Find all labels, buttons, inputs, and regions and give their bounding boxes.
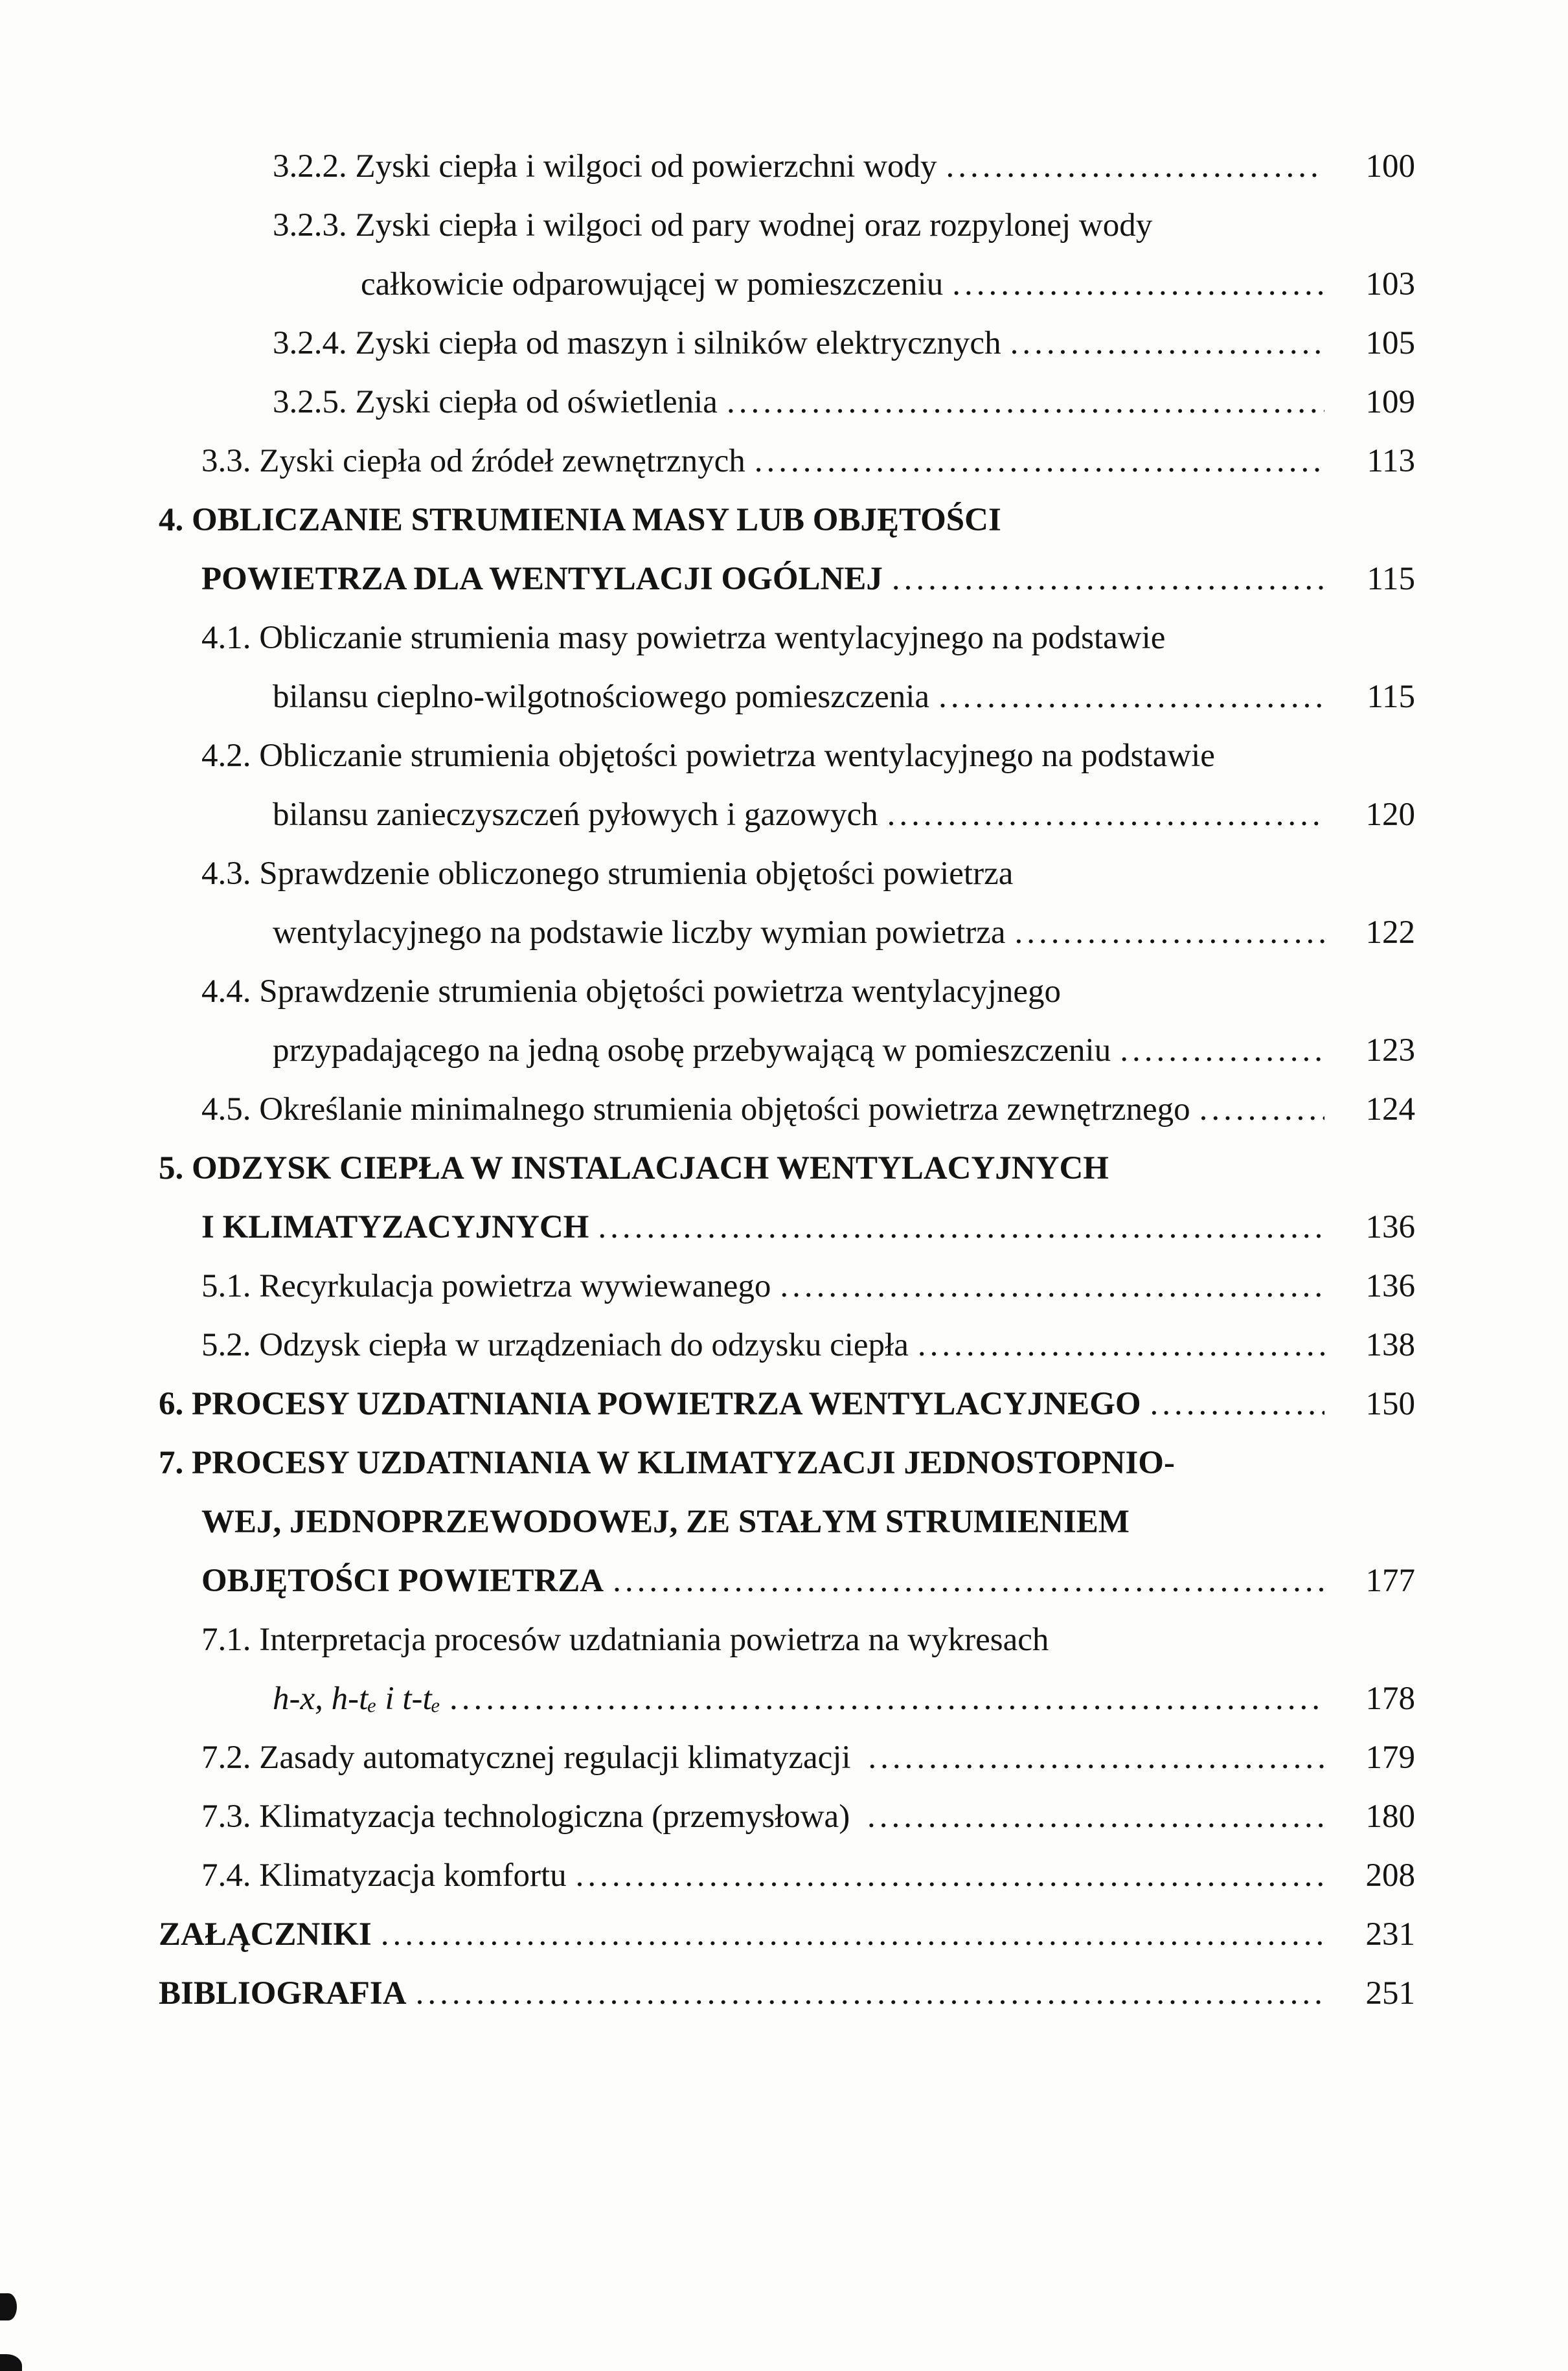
toc-line <box>159 432 1415 491</box>
dotted-leader <box>887 786 1324 845</box>
toc-line <box>159 137 1415 196</box>
toc-entry-title: WEJ, JEDNOPRZEWODOWEJ, ZE STAŁYM STRUMIENIEM <box>201 1504 1130 1540</box>
toc-entry-title: 4. OBLICZANIE STRUMIENIA MASY LUB OBJĘTOŚCI <box>159 502 1001 538</box>
dotted-leader <box>946 137 1324 196</box>
toc-line <box>159 1729 1415 1787</box>
toc-line <box>159 786 1415 845</box>
toc-page-number: 109 <box>1365 384 1415 420</box>
dotted-leader <box>1199 1080 1324 1139</box>
dotted-leader <box>576 1846 1324 1905</box>
dotted-leader <box>892 550 1324 609</box>
toc-entry-title: 3.2.3. Zyski ciepła i wilgoci od pary wodnej oraz rozpylonej wody <box>273 207 1153 244</box>
toc-line <box>159 373 1415 432</box>
toc-entry <box>159 1729 1415 1787</box>
toc-entry-title: przypadającego na jedną osobę przebywającą w pomieszczeniu <box>273 1032 1111 1069</box>
toc-page-number: 105 <box>1365 325 1415 361</box>
toc-page-number: 103 <box>1365 266 1415 302</box>
toc-entry <box>159 1139 1415 1257</box>
toc-line <box>159 255 1415 314</box>
toc-page-number: 136 <box>1365 1209 1415 1245</box>
toc-line <box>159 1316 1415 1375</box>
toc-entry <box>159 962 1415 1080</box>
toc-entry <box>159 314 1415 373</box>
toc-line <box>159 1198 1415 1257</box>
toc-entry-title: POWIETRZA DLA WENTYLACJI OGÓLNEJ <box>201 561 883 597</box>
toc-page-number: 150 <box>1365 1386 1415 1422</box>
dotted-leader <box>1015 903 1324 962</box>
toc-entry-title: 7.3. Klimatyzacja technologiczna (przemysłowa) <box>201 1798 858 1835</box>
toc-line <box>159 1493 1415 1552</box>
toc-line <box>159 903 1415 962</box>
toc-page-number: 115 <box>1367 561 1415 597</box>
toc-entry <box>159 1316 1415 1375</box>
toc-entry-title: 7.2. Zasady automatycznej regulacji klimatyzacji <box>201 1740 859 1776</box>
toc-entry <box>159 1964 1415 2023</box>
toc-line <box>159 1257 1415 1316</box>
toc-page-number: 180 <box>1365 1798 1415 1835</box>
toc-page-number: 178 <box>1365 1681 1415 1717</box>
toc-page-number: 113 <box>1367 443 1415 479</box>
toc-line <box>159 1375 1415 1434</box>
toc-entry <box>159 727 1415 845</box>
toc-page-number: 122 <box>1365 914 1415 951</box>
toc-entry <box>159 1905 1415 1964</box>
dotted-leader <box>1150 1375 1324 1434</box>
dotted-leader <box>1120 1021 1324 1080</box>
dotted-leader <box>952 255 1324 314</box>
dotted-leader <box>381 1905 1324 1964</box>
toc-line <box>159 314 1415 373</box>
toc-entry-title: ZAŁĄCZNIKI <box>159 1916 372 1953</box>
dotted-leader <box>868 1729 1324 1787</box>
toc-line <box>159 491 1415 550</box>
toc-page-number: 100 <box>1365 148 1415 185</box>
toc-entry-title: 4.5. Określanie minimalnego strumienia objętości powietrza zewnętrznego <box>201 1091 1190 1128</box>
toc-line <box>159 1080 1415 1139</box>
toc-entry <box>159 1787 1415 1846</box>
toc-page-number: 138 <box>1365 1327 1415 1363</box>
toc-entry <box>159 1611 1415 1729</box>
toc-line <box>159 1611 1415 1670</box>
toc-entry-title: 7. PROCESY UZDATNIANIA W KLIMATYZACJI JEDNOSTOPNIO- <box>159 1445 1175 1481</box>
toc-entry-title: 4.2. Obliczanie strumienia objętości powietrza wentylacyjnego na podstawie <box>201 738 1215 774</box>
dotted-leader <box>449 1670 1324 1729</box>
toc-entry-title: 5. ODZYSK CIEPŁA W INSTALACJACH WENTYLACYJNYCH <box>159 1150 1109 1186</box>
toc-entry-title: 3.2.2. Zyski ciepła i wilgoci od powierzchni wody <box>273 148 937 185</box>
dotted-leader <box>727 373 1324 432</box>
table-of-contents <box>159 137 1415 2023</box>
toc-line <box>159 668 1415 727</box>
dotted-leader <box>755 432 1324 491</box>
dotted-leader <box>780 1257 1324 1316</box>
toc-page-number: 123 <box>1365 1032 1415 1069</box>
toc-page-number: 251 <box>1365 1975 1415 2012</box>
toc-line <box>159 1905 1415 1964</box>
toc-entry <box>159 609 1415 727</box>
toc-entry-title: bilansu cieplno-wilgotnościowego pomieszczenia <box>273 679 930 715</box>
toc-page-number: 208 <box>1365 1857 1415 1894</box>
toc-line <box>159 1021 1415 1080</box>
toc-entry-title: 5.2. Odzysk ciepła w urządzeniach do odzysku ciepła <box>201 1327 909 1363</box>
toc-entry <box>159 491 1415 609</box>
toc-line <box>159 1787 1415 1846</box>
toc-entry-title: OBJĘTOŚCI POWIETRZA <box>201 1563 604 1599</box>
dotted-leader <box>598 1198 1324 1257</box>
toc-line <box>159 845 1415 903</box>
toc-entry <box>159 1257 1415 1316</box>
toc-entry-title: 3.3. Zyski ciepła od źródeł zewnętrznych <box>201 443 745 479</box>
dotted-leader <box>1010 314 1324 373</box>
dotted-leader <box>938 668 1324 727</box>
toc-line <box>159 1139 1415 1198</box>
toc-entry <box>159 1080 1415 1139</box>
toc-entry <box>159 1846 1415 1905</box>
toc-line <box>159 1670 1415 1729</box>
toc-entry-title: 4.4. Sprawdzenie strumienia objętości powietrza wentylacyjnego <box>201 973 1061 1010</box>
toc-entry <box>159 432 1415 491</box>
toc-page-number: 124 <box>1365 1091 1415 1128</box>
scan-artifact <box>0 2354 22 2371</box>
toc-entry-title: I KLIMATYZACYJNYCH <box>201 1209 589 1245</box>
toc-page-number: 136 <box>1365 1268 1415 1304</box>
toc-line <box>159 1964 1415 2023</box>
toc-entry-title: 3.2.4. Zyski ciepła od maszyn i silników elektrycznych <box>273 325 1001 361</box>
toc-entry <box>159 1375 1415 1434</box>
toc-entry <box>159 373 1415 432</box>
toc-page-number: 179 <box>1365 1740 1415 1776</box>
toc-entry-title: 5.1. Recyrkulacja powietrza wywiewanego <box>201 1268 771 1304</box>
toc-page-number: 177 <box>1365 1563 1415 1599</box>
toc-entry-title: 6. PROCESY UZDATNIANIA POWIETRZA WENTYLACYJNEGO <box>159 1386 1141 1422</box>
toc-entry-title: całkowicie odparowującej w pomieszczeniu <box>361 266 944 302</box>
toc-line <box>159 727 1415 786</box>
toc-line <box>159 609 1415 668</box>
toc-line <box>159 1434 1415 1493</box>
toc-entry-title: 4.3. Sprawdzenie obliczonego strumienia objętości powietrza <box>201 856 1014 892</box>
toc-entry <box>159 196 1415 314</box>
toc-line <box>159 1846 1415 1905</box>
dotted-leader <box>867 1787 1324 1846</box>
toc-entry <box>159 137 1415 196</box>
toc-entry-title: 7.1. Interpretacja procesów uzdatniania powietrza na wykresach <box>201 1622 1049 1658</box>
toc-page-number: 120 <box>1365 797 1415 833</box>
dotted-leader <box>918 1316 1324 1375</box>
toc-entry-title: wentylacyjnego na podstawie liczby wymian powietrza <box>273 914 1006 951</box>
toc-page-number: 115 <box>1367 679 1415 715</box>
toc-entry-title: bilansu zanieczyszczeń pyłowych i gazowych <box>273 797 878 833</box>
toc-entry-title: h-x, h-tₑ i t-tₑ <box>273 1681 441 1717</box>
toc-entry-title: 7.4. Klimatyzacja komfortu <box>201 1857 567 1894</box>
toc-entry-title: BIBLIOGRAFIA <box>159 1975 407 2012</box>
toc-entry <box>159 845 1415 962</box>
toc-entry <box>159 1434 1415 1611</box>
dotted-leader <box>613 1552 1324 1611</box>
toc-page-number: 231 <box>1365 1916 1415 1953</box>
toc-line <box>159 196 1415 255</box>
dotted-leader <box>416 1964 1324 2023</box>
toc-line <box>159 1552 1415 1611</box>
toc-line <box>159 962 1415 1021</box>
scan-artifact <box>0 2293 17 2320</box>
toc-entry-title: 3.2.5. Zyski ciepła od oświetlenia <box>273 384 718 420</box>
toc-entry-title: 4.1. Obliczanie strumienia masy powietrza wentylacyjnego na podstawie <box>201 620 1166 656</box>
toc-line <box>159 550 1415 609</box>
